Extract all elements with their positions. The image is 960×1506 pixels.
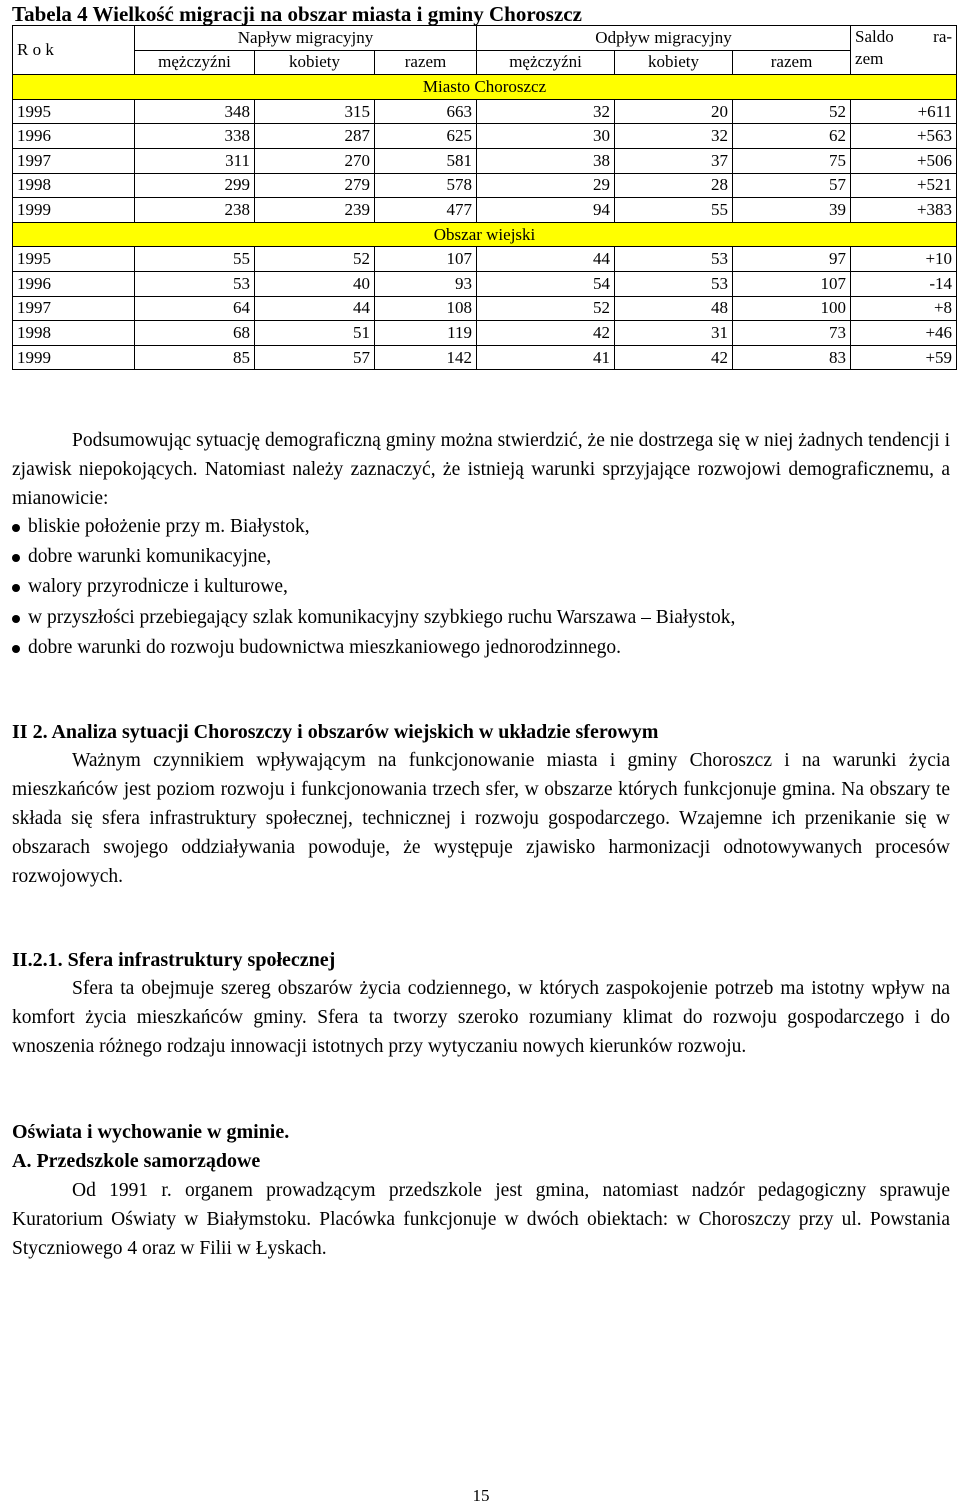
- subheader-cell: mężczyźni: [135, 50, 255, 75]
- header-saldo-part1: Saldo: [855, 27, 894, 46]
- year-cell: 1997: [13, 296, 135, 321]
- list-item: [12, 603, 950, 632]
- value-cell: 68: [135, 321, 255, 346]
- bullet-icon: [12, 524, 20, 532]
- value-cell: 578: [375, 173, 477, 198]
- year-cell: 1995: [13, 99, 135, 124]
- list-item-text: w przyszłości przebiegający szlak komunikacyjny szybkiego ruchu Warszawa – Białystok,: [28, 607, 736, 628]
- table-row: [13, 271, 957, 296]
- value-cell: 53: [615, 247, 733, 272]
- list-item: [12, 572, 950, 601]
- subheader-cell: razem: [733, 50, 851, 75]
- value-cell: -14: [851, 271, 957, 296]
- value-cell: 53: [135, 271, 255, 296]
- header-saldo-part2: ra-: [933, 27, 953, 46]
- value-cell: 97: [733, 247, 851, 272]
- value-cell: 42: [477, 321, 615, 346]
- value-cell: 44: [255, 296, 375, 321]
- page-number: 15: [472, 1486, 490, 1505]
- value-cell: 239: [255, 198, 375, 223]
- section-heading-ii2: II 2. Analiza sytuacji Choroszczy i obszarów wiejskich w układzie sferowym: [12, 721, 659, 743]
- value-cell: 42: [615, 345, 733, 370]
- value-cell: 73: [733, 321, 851, 346]
- value-cell: 52: [733, 99, 851, 124]
- value-cell: 311: [135, 148, 255, 173]
- section-heading-ii21: II.2.1. Sfera infrastruktury społecznej: [12, 949, 336, 971]
- migration-table: [12, 25, 957, 370]
- year-cell: 1999: [13, 198, 135, 223]
- table-row: [13, 198, 957, 223]
- value-cell: 52: [255, 247, 375, 272]
- value-cell: 31: [615, 321, 733, 346]
- value-cell: 57: [733, 173, 851, 198]
- table-header-row: [13, 26, 957, 51]
- year-cell: 1998: [13, 321, 135, 346]
- year-cell: 1998: [13, 173, 135, 198]
- list-item-text: walory przyrodnicze i kulturowe,: [28, 576, 288, 597]
- value-cell: 663: [375, 99, 477, 124]
- year-cell: 1996: [13, 124, 135, 149]
- value-cell: 30: [477, 124, 615, 149]
- value-cell: 107: [733, 271, 851, 296]
- table-row: [13, 345, 957, 370]
- value-cell: 279: [255, 173, 375, 198]
- value-cell: 37: [615, 148, 733, 173]
- value-cell: 57: [255, 345, 375, 370]
- value-cell: 107: [375, 247, 477, 272]
- value-cell: +8: [851, 296, 957, 321]
- section-label: Obszar wiejski: [13, 222, 957, 247]
- section-row: [13, 75, 957, 100]
- value-cell: 48: [615, 296, 733, 321]
- value-cell: 85: [135, 345, 255, 370]
- value-cell: 75: [733, 148, 851, 173]
- value-cell: 287: [255, 124, 375, 149]
- value-cell: 338: [135, 124, 255, 149]
- year-cell: 1999: [13, 345, 135, 370]
- value-cell: 581: [375, 148, 477, 173]
- value-cell: 315: [255, 99, 375, 124]
- value-cell: 348: [135, 99, 255, 124]
- list-item: [12, 512, 950, 541]
- education-heading: Oświata i wychowanie w gminie.: [12, 1121, 290, 1143]
- value-cell: 44: [477, 247, 615, 272]
- value-cell: 64: [135, 296, 255, 321]
- value-cell: 54: [477, 271, 615, 296]
- value-cell: +506: [851, 148, 957, 173]
- value-cell: 108: [375, 296, 477, 321]
- value-cell: 93: [375, 271, 477, 296]
- list-item: [12, 542, 950, 571]
- value-cell: 20: [615, 99, 733, 124]
- section-ii21-paragraph: Sfera ta obejmuje szereg obszarów życia codziennego, w których zaspokojenie potrzeb ma istotny wpływ na komfort życia mieszkańców gminy. Sfera ta tworzy szeroko rozumiany klimat do rozwoju gospodarczego i do wnoszenia różnego rodzaju innowacji istotnych przy wytyczaniu nowych kierunków rozwoju.: [12, 978, 950, 1057]
- value-cell: +611: [851, 99, 957, 124]
- bullet-icon: [12, 584, 20, 592]
- year-cell: 1996: [13, 271, 135, 296]
- list-item-text: dobre warunki komunikacyjne,: [28, 546, 272, 567]
- section-ii2-paragraph: Ważnym czynnikiem wpływającym na funkcjonowanie miasta i gminy Choroszcz i na warunki życia mieszkańców jest poziom rozwoju i funkcjonowania trzech sfer, w obszarze których funkcjonuje gmina. Na obszary te składa się sfera infrastruktury społecznej, technicznej i rozwoju gospodarczego. Wzajemne ich przenikanie się w obszarach swojego oddziaływania powoduje, że występuje zjawisko harmonizacji odnotowywanych procesów rozwojowych.: [12, 750, 950, 887]
- list-item: [12, 633, 950, 662]
- value-cell: 32: [615, 124, 733, 149]
- conditions-list: [12, 512, 950, 662]
- table-row: [13, 247, 957, 272]
- header-saldo-part3: zem: [855, 49, 884, 68]
- bullet-icon: [12, 645, 20, 653]
- value-cell: 55: [615, 198, 733, 223]
- bullet-icon: [12, 554, 20, 562]
- value-cell: +521: [851, 173, 957, 198]
- table-row: [13, 99, 957, 124]
- value-cell: 299: [135, 173, 255, 198]
- header-saldo: [851, 26, 957, 75]
- header-naplyw: Napływ migracyjny: [135, 26, 477, 51]
- subheader-cell: kobiety: [255, 50, 375, 75]
- value-cell: 100: [733, 296, 851, 321]
- value-cell: 28: [615, 173, 733, 198]
- table-row: [13, 173, 957, 198]
- header-odplyw: Odpływ migracyjny: [477, 26, 851, 51]
- value-cell: +563: [851, 124, 957, 149]
- subheader-cell: kobiety: [615, 50, 733, 75]
- list-item-text: bliskie położenie przy m. Białystok,: [28, 516, 310, 537]
- value-cell: 142: [375, 345, 477, 370]
- value-cell: 62: [733, 124, 851, 149]
- value-cell: 38: [477, 148, 615, 173]
- value-cell: 94: [477, 198, 615, 223]
- table-title: Tabela 4 Wielkość migracji na obszar miasta i gminy Choroszcz: [12, 2, 582, 26]
- value-cell: 238: [135, 198, 255, 223]
- value-cell: 40: [255, 271, 375, 296]
- value-cell: 477: [375, 198, 477, 223]
- preschool-subheading: A. Przedszkole samorządowe: [12, 1150, 261, 1172]
- value-cell: +10: [851, 247, 957, 272]
- subheader-cell: razem: [375, 50, 477, 75]
- list-item-text: dobre warunki do rozwoju budownictwa mieszkaniowego jednorodzinnego.: [28, 637, 621, 658]
- value-cell: 39: [733, 198, 851, 223]
- value-cell: 270: [255, 148, 375, 173]
- value-cell: 41: [477, 345, 615, 370]
- table-row: [13, 148, 957, 173]
- section-label: Miasto Choroszcz: [13, 75, 957, 100]
- year-cell: 1997: [13, 148, 135, 173]
- year-cell: 1995: [13, 247, 135, 272]
- value-cell: 52: [477, 296, 615, 321]
- value-cell: +59: [851, 345, 957, 370]
- value-cell: +383: [851, 198, 957, 223]
- header-rok: R o k: [13, 26, 135, 75]
- value-cell: 83: [733, 345, 851, 370]
- table-subheader-row: [13, 50, 957, 75]
- value-cell: 55: [135, 247, 255, 272]
- table-row: [13, 296, 957, 321]
- value-cell: 625: [375, 124, 477, 149]
- bullet-icon: [12, 615, 20, 623]
- section-row: [13, 222, 957, 247]
- summary-paragraph: Podsumowując sytuację demograficzną gminy można stwierdzić, że nie dostrzega się w niej żadnych tendencji i zjawisk niepokojących. Natomiast należy zaznaczyć, że istnieją warunki sprzyjające rozwojowi demograficznemu, a mianowicie:: [12, 430, 950, 509]
- value-cell: 119: [375, 321, 477, 346]
- value-cell: +46: [851, 321, 957, 346]
- value-cell: 29: [477, 173, 615, 198]
- table-row: [13, 124, 957, 149]
- value-cell: 53: [615, 271, 733, 296]
- value-cell: 32: [477, 99, 615, 124]
- value-cell: 51: [255, 321, 375, 346]
- table-row: [13, 321, 957, 346]
- subheader-cell: mężczyźni: [477, 50, 615, 75]
- preschool-paragraph: Od 1991 r. organem prowadzącym przedszkole jest gmina, natomiast nadzór pedagogiczny sprawuje Kuratorium Oświaty w Białymstoku. Placówka funkcjonuje w dwóch obiektach: w Choroszczy przy ul. Powstania Styczniowego 4 oraz w Filii w Łyskach.: [12, 1180, 950, 1259]
- table-body: [13, 75, 957, 370]
